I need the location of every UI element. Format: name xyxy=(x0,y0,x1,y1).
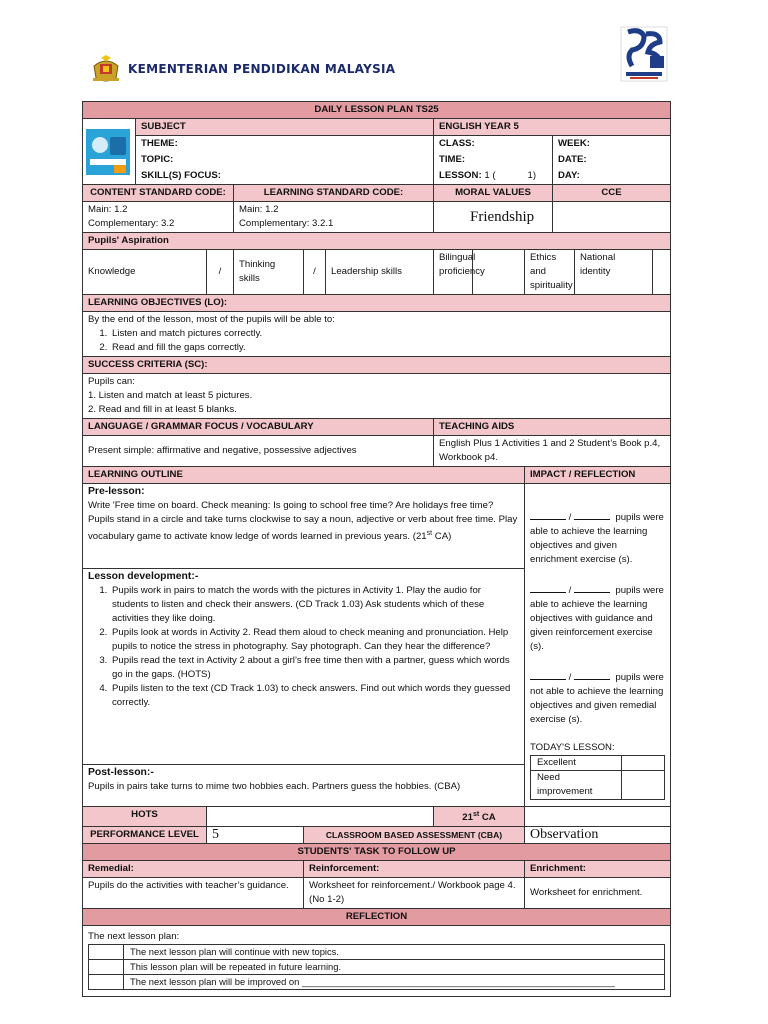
aspiration-bilingual: Bilingual proficiency xyxy=(434,250,473,295)
next-option-checkbox[interactable] xyxy=(89,945,124,960)
lo-intro: By the end of the lesson, most of the pupils will be able to: xyxy=(88,314,335,325)
enrichment-label: Enrichment: xyxy=(525,861,671,878)
malaysia-crest-icon xyxy=(90,54,122,84)
pre-lesson-body: Write 'Free time on board. Check meaning: Is going to school free time? Are holidays free time? Pupils stand in a circle and take turns clockwise to say a noun, adjective or verb about free time. Play vocabulary game to activate know ledge of words learned in previous years. (21 xyxy=(88,500,518,543)
next-lesson-intro: The next lesson plan: xyxy=(88,931,180,943)
excellent-label: Excellent xyxy=(531,756,622,771)
ca-label xyxy=(434,807,525,827)
impact-enrichment xyxy=(530,510,665,567)
slash: / xyxy=(568,585,572,596)
next-option: The next lesson plan will continue with new topics. xyxy=(124,945,665,960)
content-main: Main: 1.2 xyxy=(88,204,128,215)
sc-item: 1. Listen and match at least 5 pictures. xyxy=(88,390,253,401)
thinking-mark: / xyxy=(304,250,326,295)
impact-reinforcement-text: pupils were able to achieve the learning objectives with guidance and given reinforcement exercise (s). xyxy=(530,585,664,652)
pre-lesson-sup: st xyxy=(426,530,433,537)
learning-standard-label: LEARNING STANDARD CODE: xyxy=(234,185,434,202)
teaching-aids-label: TEACHING AIDS xyxy=(434,419,671,436)
ca-number: 21 xyxy=(462,812,473,824)
learning-complementary: Complementary: 3.2.1 xyxy=(239,218,334,229)
need-improvement-label: Need improvement xyxy=(531,771,622,800)
enrichment-value: Worksheet for enrichment. xyxy=(525,878,671,909)
post-lesson-text: Pupils in pairs take turns to mime two hobbies each. Partners guess the hobbies. (CBA) xyxy=(88,780,461,792)
lo-item: 1. Listen and match pictures correctly. xyxy=(110,327,665,341)
pupils-aspiration-label: Pupils' Aspiration xyxy=(83,233,671,250)
topic-label: TOPIC: xyxy=(136,152,434,168)
pre-lesson-label: Pre-lesson: xyxy=(88,486,145,497)
next-lesson-table xyxy=(88,944,665,990)
impact-reflection-body xyxy=(525,484,671,807)
reflection-body xyxy=(83,926,671,997)
lesson-field xyxy=(434,168,553,185)
excellent-checkbox[interactable] xyxy=(622,756,665,771)
post-lesson-label: Post-lesson:- xyxy=(88,766,154,778)
ministry-header xyxy=(90,54,690,86)
day-label: DAY: xyxy=(553,168,671,185)
learning-objectives-body xyxy=(83,312,671,357)
pre-lesson-section xyxy=(83,484,525,569)
next-option: The next lesson plan will be improved on ____________________________________________________________ xyxy=(124,975,665,990)
skills-focus-label: SKILL(S) FOCUS: xyxy=(136,168,434,185)
cce-value xyxy=(553,202,671,233)
aspiration-national: National identity xyxy=(575,250,653,295)
subject-value: ENGLISH YEAR 5 xyxy=(434,119,671,136)
performance-level-label: PERFORMANCE LEVEL xyxy=(83,827,207,844)
plan-title: DAILY LESSON PLAN TS25 xyxy=(83,102,671,119)
national-mark xyxy=(653,250,671,295)
knowledge-mark: / xyxy=(207,250,234,295)
next-option: This lesson plan will be repeated in future learning. xyxy=(124,960,665,975)
slash: / xyxy=(568,672,572,683)
dev-item: 4. Pupils listen to the text (CD Track 1.03) to check answers. Find out which words they guessed correctly. xyxy=(110,682,519,710)
theme-label: THEME: xyxy=(136,136,434,153)
success-criteria-body xyxy=(83,374,671,419)
moral-value: Friendship xyxy=(434,202,553,233)
remedial-value: Pupils do the activities with teacher’s guidance. xyxy=(83,878,304,909)
impact-reinforcement xyxy=(530,583,665,654)
content-standard-value xyxy=(83,202,234,233)
ca-sup: st xyxy=(472,811,480,818)
remedial-label: Remedial: xyxy=(83,861,304,878)
aspiration-ethics: Ethics and spirituality xyxy=(525,250,575,295)
dev-item: 2. Pupils look at words in Activity 2. Read them aloud to check meaning and pronunciation. Help pupils to notice the stress in photography. Say photograph. Can they hear the difference? xyxy=(110,626,519,654)
dev-item: 1. Pupils work in pairs to match the words with the pictures in Activity 1. Play the audio for students to listen and check their answers. (CD Track 1.03) Ask students which of these activities they like doing. xyxy=(110,584,519,626)
cce-label: CCE xyxy=(553,185,671,202)
performance-level-value: 5 xyxy=(207,827,304,844)
language-focus-label: LANGUAGE / GRAMMAR FOCUS / VOCABULARY xyxy=(83,419,434,436)
hots-label: HOTS xyxy=(83,807,207,827)
lesson-plan-table xyxy=(82,101,671,997)
impact-reflection-label: IMPACT / REFLECTION xyxy=(525,467,671,484)
lo-item: 2. Read and fill the gaps correctly. xyxy=(110,341,665,355)
reinforcement-value: Worksheet for reinforcement./ Workbook page 4. (No 1-2) xyxy=(304,878,525,909)
impact-remedial xyxy=(530,670,665,727)
slash: / xyxy=(568,512,572,523)
cba-label: CLASSROOM BASED ASSESSMENT (CBA) xyxy=(304,827,525,844)
improvement-checkbox[interactable] xyxy=(622,771,665,800)
lesson-development-section xyxy=(83,569,525,765)
pre-lesson-text xyxy=(88,499,519,544)
learning-objectives-label: LEARNING OBJECTIVES (LO): xyxy=(83,295,671,312)
date-label: DATE: xyxy=(553,152,671,168)
post-lesson-section xyxy=(83,764,525,806)
week-label: WEEK: xyxy=(553,136,671,153)
learning-standard-value xyxy=(234,202,434,233)
hots-value xyxy=(207,807,434,827)
lesson-label: LESSON: xyxy=(439,170,482,181)
next-option-checkbox[interactable] xyxy=(89,960,124,975)
content-standard-label: CONTENT STANDARD CODE: xyxy=(83,185,234,202)
aspiration-leadership: Leadership skills xyxy=(326,250,434,295)
book-cover xyxy=(83,119,136,185)
cba-value: Observation xyxy=(525,827,671,844)
ca-value xyxy=(525,807,671,827)
language-focus-value: Present simple: affirmative and negative, possessive adjectives xyxy=(83,436,434,467)
moral-values-label: MORAL VALUES xyxy=(434,185,553,202)
lesson-value: 1 ( 1) xyxy=(484,170,537,181)
aspiration-knowledge: Knowledge xyxy=(83,250,207,295)
success-criteria-label: SUCCESS CRITERIA (SC): xyxy=(83,357,671,374)
time-label: TIME: xyxy=(434,152,553,168)
dev-item: 3. Pupils read the text in Activity 2 about a girl’s free time then with a partner, guess which words go in the gaps. (HOTS) xyxy=(110,654,519,682)
impact-remedial-text: pupils were not able to achieve the learning objectives and given remedial exercise (s). xyxy=(530,672,664,725)
todays-lesson-label: TODAY'S LESSON: xyxy=(530,742,615,753)
reinforcement-label: Reinforcement: xyxy=(304,861,525,878)
subject-label: SUBJECT xyxy=(136,119,434,136)
pre-lesson-end: CA) xyxy=(432,531,452,543)
ca-end: CA xyxy=(479,812,496,824)
impact-enrichment-text: pupils were able to achieve the learning objectives and given enrichment exercise (s). xyxy=(530,512,664,565)
reflection-label: REFLECTION xyxy=(83,909,671,926)
sc-item: 2. Read and fill in at least 5 blanks. xyxy=(88,404,237,415)
sc-intro: Pupils can: xyxy=(88,376,135,387)
content-complementary: Complementary: 3.2 xyxy=(88,218,175,229)
ministry-name: KEMENTERIAN PENDIDIKAN MALAYSIA xyxy=(128,62,396,76)
aspiration-thinking: Thinking skills xyxy=(234,250,304,295)
next-option-checkbox[interactable] xyxy=(89,975,124,990)
todays-lesson-table xyxy=(530,755,665,800)
ts25-logo-icon xyxy=(620,26,668,82)
class-label: CLASS: xyxy=(434,136,553,153)
english-plus-book-icon xyxy=(86,129,130,175)
teaching-aids-value: English Plus 1 Activities 1 and 2 Student’s Book p.4, Workbook p4. xyxy=(434,436,671,467)
followup-label: STUDENTS' TASK TO FOLLOW UP xyxy=(83,844,671,861)
learning-outline-label: LEARNING OUTLINE xyxy=(83,467,525,484)
lesson-development-label: Lesson development:- xyxy=(88,571,199,583)
learning-main: Main: 1.2 xyxy=(239,204,279,215)
